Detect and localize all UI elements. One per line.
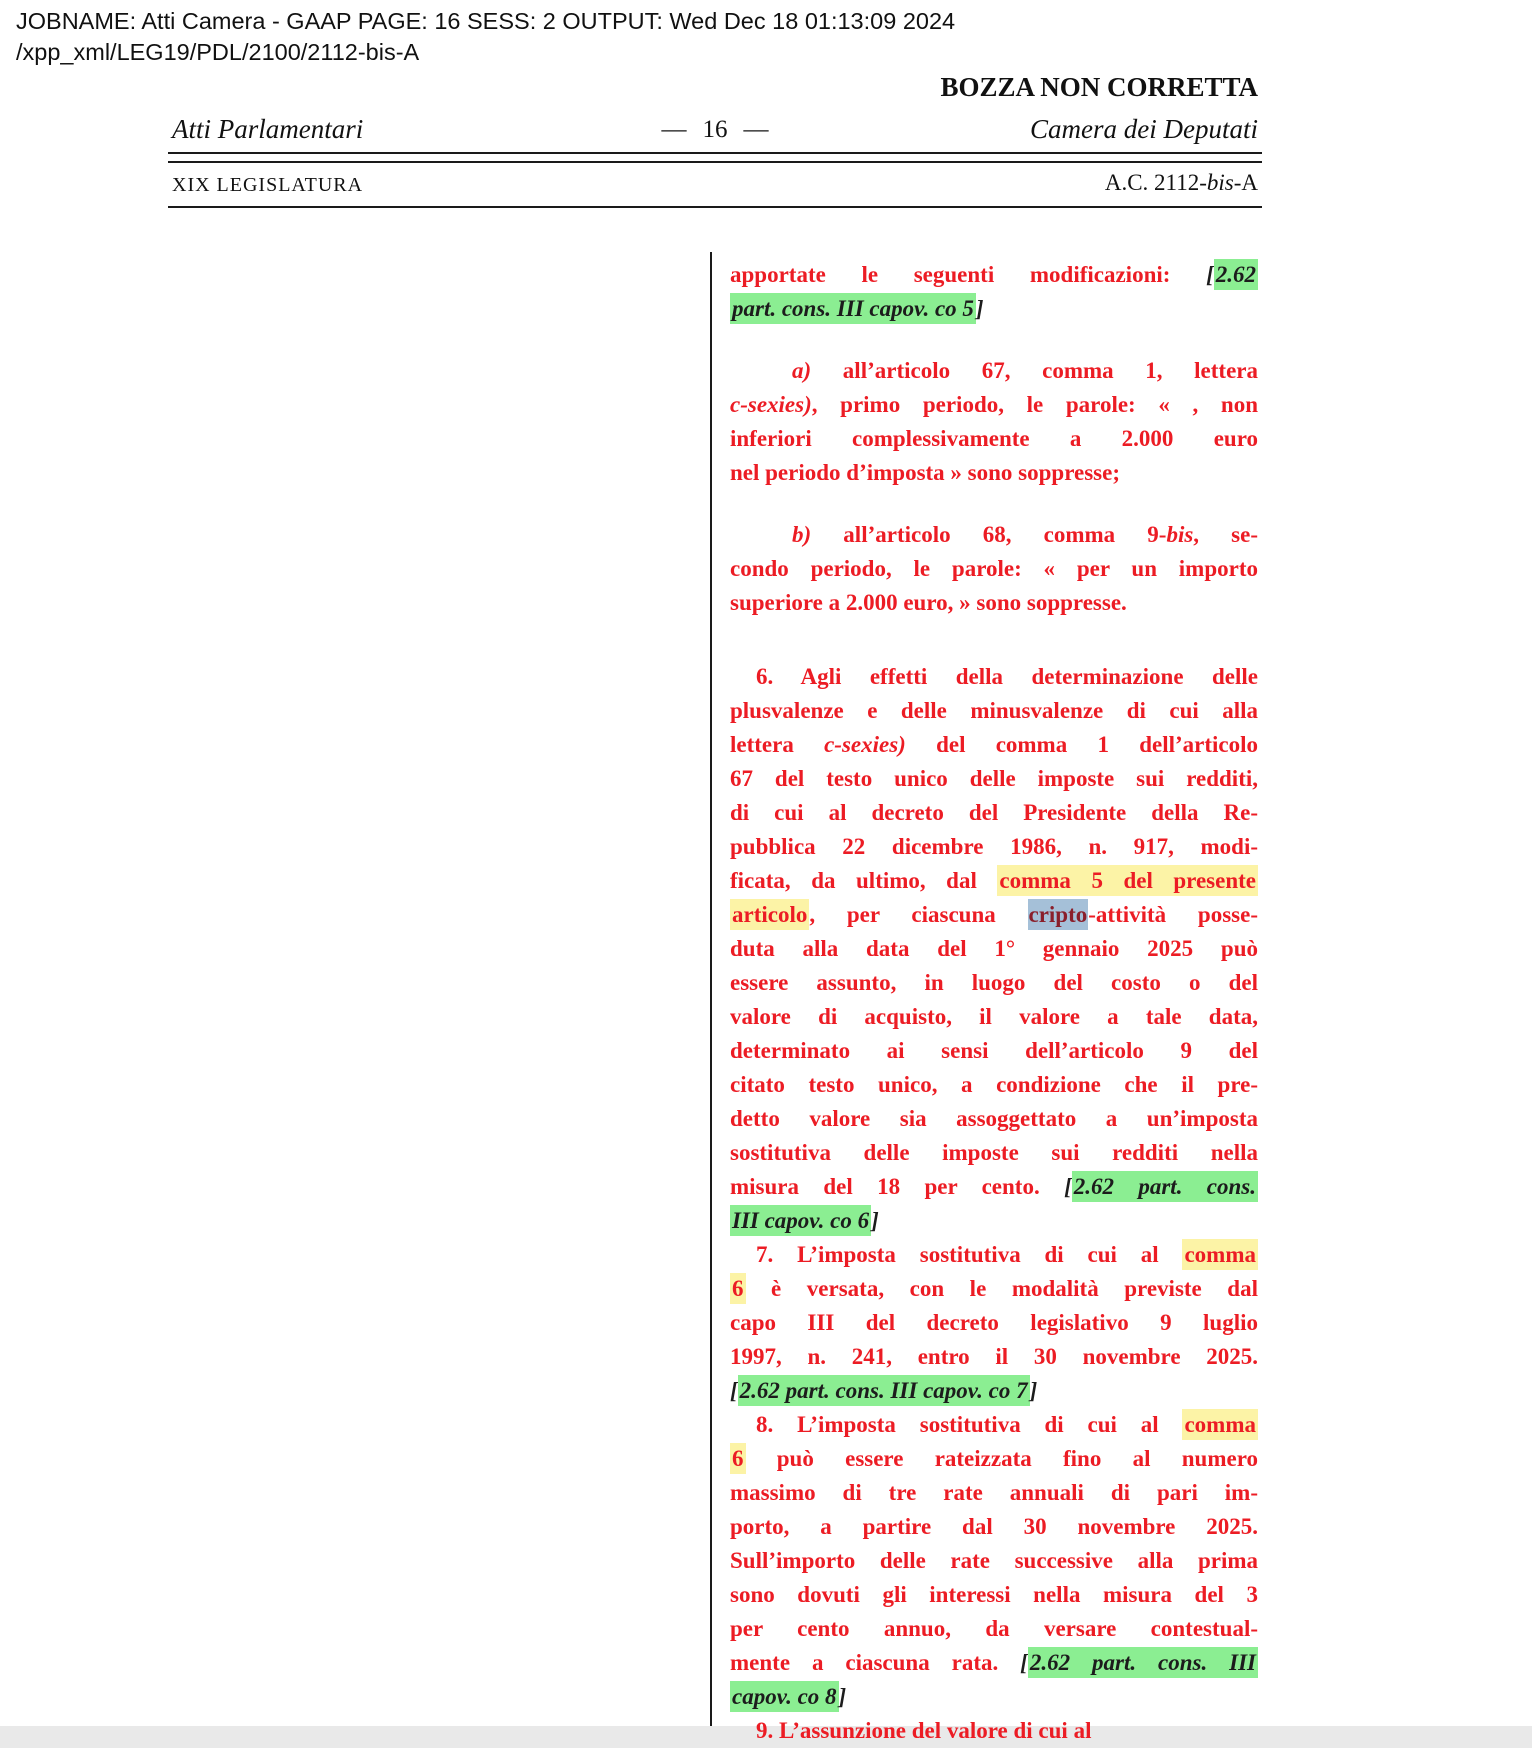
text-line bbox=[730, 1510, 1258, 1544]
paragraph-comma-6 bbox=[730, 660, 1258, 1238]
bracket-text: [ bbox=[1020, 1650, 1028, 1675]
text-line bbox=[730, 1408, 1258, 1442]
text-run: massimo di tre rate annuali di pari im- bbox=[730, 1480, 1258, 1505]
text-run: 1997, n. 241, entro il 30 novembre 2025. bbox=[730, 1344, 1258, 1369]
text-line bbox=[730, 1170, 1258, 1204]
legislature-row bbox=[172, 170, 1258, 200]
text-run: sono dovuti gli interessi nella misura del 3 bbox=[730, 1582, 1258, 1607]
bracket-text: ] bbox=[838, 1684, 847, 1709]
text-run: , per ciascuna bbox=[809, 902, 1028, 927]
text-run: a) bbox=[792, 358, 812, 383]
paragraph-comma-8 bbox=[730, 1408, 1258, 1714]
act-reference bbox=[1105, 170, 1258, 196]
text-run: nel periodo d’imposta » sono soppresse; bbox=[730, 460, 1120, 485]
paragraph-comma-9-clipped bbox=[730, 1714, 1258, 1748]
text-run: misura del 18 per cento. bbox=[730, 1174, 1065, 1199]
text-column bbox=[730, 258, 1258, 1748]
text-line bbox=[730, 728, 1258, 762]
text-line bbox=[730, 354, 1258, 388]
column-separator-rule bbox=[710, 252, 712, 1726]
highlight-green: capov. co 8 bbox=[730, 1681, 839, 1712]
text-line bbox=[730, 830, 1258, 864]
text-run: all’articolo 68, comma 9- bbox=[811, 522, 1167, 547]
text-run: c-sexies) bbox=[730, 392, 812, 417]
text-line bbox=[730, 1476, 1258, 1510]
text-run: 9. L’assunzione del valore di cui al bbox=[756, 1718, 1092, 1743]
text-line bbox=[730, 864, 1258, 898]
text-line bbox=[730, 660, 1258, 694]
header-left-title: Atti Parlamentari bbox=[172, 114, 364, 144]
text-line bbox=[730, 1612, 1258, 1646]
highlight-blue: cripto bbox=[1028, 899, 1089, 930]
text-run: lettera bbox=[730, 732, 825, 757]
text-run: , primo periodo, le parole: « , non bbox=[811, 392, 1258, 417]
highlight-yellow: 6 bbox=[730, 1273, 746, 1304]
text-line bbox=[730, 898, 1258, 932]
text-run: può essere rateizzata fino al numero bbox=[745, 1446, 1258, 1471]
text-line bbox=[730, 1272, 1258, 1306]
text-line bbox=[730, 1000, 1258, 1034]
text-run: 8. L’imposta sostitutiva di cui al bbox=[756, 1412, 1183, 1437]
page-number-group bbox=[646, 116, 785, 144]
text-line bbox=[730, 1136, 1258, 1170]
text-run: all’articolo 67, comma 1, lettera bbox=[811, 358, 1258, 383]
bracket-text: ] bbox=[871, 1208, 879, 1233]
text-run: determinato ai sensi dell’articolo 9 del bbox=[730, 1038, 1258, 1063]
text-run: inferiori complessivamente a 2.000 euro bbox=[730, 426, 1258, 451]
text-run: mente a ciascuna rata. bbox=[730, 1650, 1021, 1675]
highlight-yellow: 6 bbox=[730, 1443, 746, 1474]
page-number: 16 bbox=[702, 116, 728, 143]
highlight-green: 2.62 bbox=[1214, 259, 1258, 290]
text-line bbox=[730, 1306, 1258, 1340]
header-right-title: Camera dei Deputati bbox=[1030, 114, 1258, 144]
bracket-text: ] bbox=[1029, 1378, 1038, 1403]
text-line bbox=[730, 1442, 1258, 1476]
text-line bbox=[730, 966, 1258, 1000]
text-run: apportate le seguenti modificazioni: bbox=[730, 262, 1207, 287]
text-line bbox=[730, 762, 1258, 796]
paragraph-letter-b bbox=[730, 518, 1258, 620]
text-line bbox=[730, 694, 1258, 728]
paragraph-comma-7 bbox=[730, 1238, 1258, 1408]
text-line bbox=[730, 552, 1258, 586]
text-run: capo III del decreto legislativo 9 luglio bbox=[730, 1310, 1258, 1335]
highlight-green: 2.62 part. cons. III capov. co 7 bbox=[738, 1375, 1030, 1406]
text-line bbox=[730, 1578, 1258, 1612]
text-run: del comma 1 dell’articolo bbox=[905, 732, 1258, 757]
text-run: 7. L’imposta sostitutiva di cui al bbox=[756, 1242, 1183, 1267]
text-run: duta alla data del 1° gennaio 2025 può bbox=[730, 936, 1258, 961]
text-line bbox=[730, 422, 1258, 456]
text-line bbox=[730, 518, 1258, 552]
act-ref-bis: bis bbox=[1206, 170, 1234, 195]
text-run: 6. Agli effetti della determinazione delle bbox=[756, 664, 1258, 689]
text-line bbox=[730, 1034, 1258, 1068]
act-ref-suffix: -A bbox=[1233, 170, 1258, 195]
page-dash-right: — bbox=[743, 116, 769, 143]
text-line bbox=[730, 1340, 1258, 1374]
text-run: porto, a partire dal 30 novembre 2025. bbox=[730, 1514, 1258, 1539]
text-run: pubblica 22 dicembre 1986, n. 917, modi- bbox=[730, 834, 1258, 859]
text-line bbox=[730, 1102, 1258, 1136]
draft-notice: BOZZA NON CORRETTA bbox=[940, 72, 1258, 102]
double-rule bbox=[168, 152, 1262, 163]
job-info bbox=[16, 6, 1512, 68]
text-run: sostitutiva delle imposte sui redditi nella bbox=[730, 1140, 1258, 1165]
paragraph-intro bbox=[730, 258, 1258, 326]
text-run: -attività posse- bbox=[1088, 902, 1258, 927]
text-run: , se- bbox=[1193, 522, 1258, 547]
legislature-label: XIX LEGISLATURA bbox=[172, 174, 364, 196]
text-run: essere assunto, in luogo del costo o del bbox=[730, 970, 1258, 995]
highlight-yellow: articolo bbox=[730, 899, 809, 930]
job-info-line-2: /xpp_xml/LEG19/PDL/2100/2112-bis-A bbox=[16, 39, 420, 65]
highlight-green: 2.62 part. cons. III bbox=[1028, 1647, 1258, 1678]
bracket-text: ] bbox=[975, 296, 984, 321]
text-run: è versata, con le modalità previste dal bbox=[745, 1276, 1258, 1301]
text-line bbox=[730, 1646, 1258, 1680]
text-line bbox=[730, 258, 1258, 292]
text-run: plusvalenze e delle minusvalenze di cui alla bbox=[730, 698, 1258, 723]
highlight-yellow: comma bbox=[1182, 1409, 1258, 1440]
act-ref-prefix: A.C. 2112- bbox=[1104, 170, 1207, 195]
highlight-green: part. cons. III capov. co 5 bbox=[730, 293, 976, 324]
job-info-line-1: JOBNAME: Atti Camera - GAAP PAGE: 16 SESS: 2 OUTPUT: Wed Dec 18 01:13:09 2024 bbox=[16, 8, 956, 34]
text-line bbox=[730, 796, 1258, 830]
text-line bbox=[730, 1068, 1258, 1102]
highlight-yellow: comma bbox=[1182, 1239, 1258, 1270]
text-run: per cento annuo, da versare contestual- bbox=[730, 1616, 1258, 1641]
text-line bbox=[730, 388, 1258, 422]
bracket-text: [ bbox=[730, 1378, 738, 1403]
text-run: superiore a 2.000 euro, » sono soppresse. bbox=[730, 590, 1127, 615]
text-line bbox=[730, 1714, 1258, 1748]
text-run: 67 del testo unico delle imposte sui redditi, bbox=[730, 766, 1258, 791]
text-run: bis bbox=[1166, 522, 1194, 547]
text-run: condo periodo, le parole: « per un importo bbox=[730, 556, 1258, 581]
running-header bbox=[172, 114, 1258, 150]
highlight-green: 2.62 part. cons. bbox=[1072, 1171, 1258, 1202]
text-run: detto valore sia assoggettato a un’imposta bbox=[730, 1106, 1258, 1131]
single-rule bbox=[168, 206, 1262, 208]
bracket-text: [ bbox=[1064, 1174, 1072, 1199]
text-run: c-sexies) bbox=[824, 732, 906, 757]
highlight-green: III capov. co 6 bbox=[730, 1205, 871, 1236]
text-run: Sull’importo delle rate successive alla prima bbox=[730, 1548, 1258, 1573]
bracket-text: [ bbox=[1206, 262, 1214, 287]
text-run: ficata, da ultimo, dal bbox=[730, 868, 998, 893]
paragraph-letter-a bbox=[730, 354, 1258, 490]
text-run: valore di acquisto, il valore a tale data, bbox=[730, 1004, 1258, 1029]
text-line bbox=[730, 932, 1258, 966]
text-line bbox=[730, 1238, 1258, 1272]
text-run: citato testo unico, a condizione che il pre- bbox=[730, 1072, 1258, 1097]
page-dash-left: — bbox=[661, 116, 687, 143]
text-line bbox=[730, 1544, 1258, 1578]
text-run: di cui al decreto del Presidente della Re- bbox=[730, 800, 1258, 825]
highlight-yellow: comma 5 del presente bbox=[997, 865, 1258, 896]
text-run: b) bbox=[792, 522, 812, 547]
